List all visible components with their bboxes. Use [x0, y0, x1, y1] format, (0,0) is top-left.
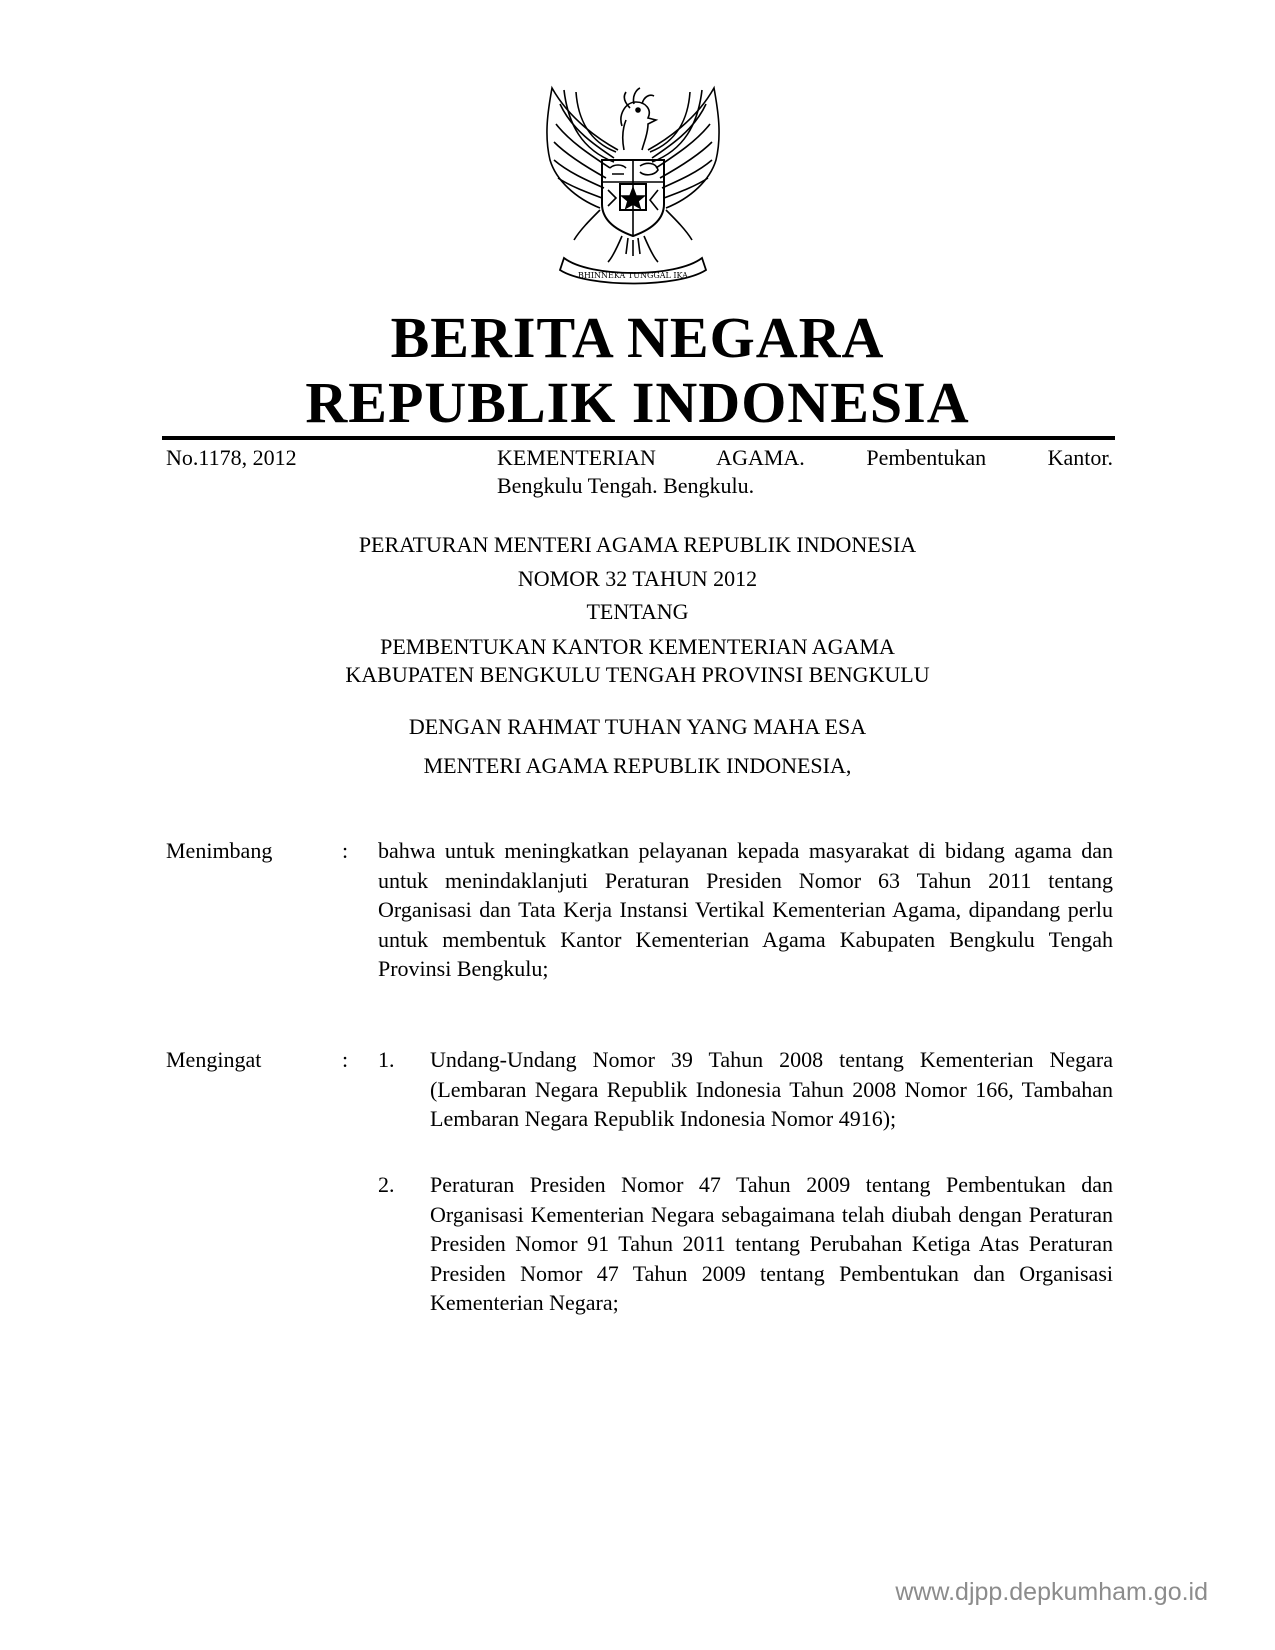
- gazette-number: No.1178, 2012: [166, 445, 297, 470]
- gazette-subject-line1: KEMENTERIAN AGAMA. Pembentukan Kantor.: [497, 445, 1113, 470]
- preamble-line2: MENTERI AGAMA REPUBLIK INDONESIA,: [423, 753, 852, 778]
- list-item-number: 1.: [378, 1047, 395, 1072]
- garuda-pancasila-emblem-icon: [530, 80, 736, 290]
- gazette-subject-line2: Bengkulu Tengah. Bengkulu.: [497, 473, 755, 498]
- masthead-title: BERITA NEGARA: [390, 305, 885, 370]
- list-item: Peraturan Presiden Nomor 47 Tahun 2009 tentang Pembentukan dan Organisasi Kementerian Negara sebagaimana telah diubah dengan Peraturan Presiden Nomor 91 Tahun 2011 tentang Perubahan Ketiga Atas Peraturan Presiden Nomor 47 Tahun 2009 tentang Pembentukan dan Organisasi Kementerian Negara;: [430, 1172, 1113, 1315]
- masthead-subtitle: REPUBLIK INDONESIA: [305, 370, 970, 435]
- gazette-subject: [497, 444, 1113, 500]
- list-item: Undang-Undang Nomor 39 Tahun 2008 tentang Kementerian Negara (Lembaran Negara Republik Indonesia Tahun 2008 Nomor 166, Tambahan Lembaran Negara Republik Indonesia Nomor 4916);: [430, 1047, 1113, 1131]
- menimbang-text: bahwa untuk meningkatkan pelayanan kepada masyarakat di bidang agama dan untuk menindaklanjuti Peraturan Presiden Nomor 63 Tahun 2011 tentang Organisasi dan Tata Kerja Instansi Vertikal Kementerian Agama, dipandang perlu untuk membentuk Kantor Kementerian Agama Kabupaten Bengkulu Tengah Provinsi Bengkulu;: [378, 838, 1113, 981]
- mengingat-label: Mengingat: [166, 1047, 262, 1072]
- preamble-line1: DENGAN RAHMAT TUHAN YANG MAHA ESA: [408, 714, 867, 739]
- regulation-title-line1: PERATURAN MENTERI AGAMA REPUBLIK INDONESIA: [358, 532, 917, 557]
- regulation-tentang: TENTANG: [586, 599, 689, 624]
- regulation-subject-line1: PEMBENTUKAN KANTOR KEMENTERIAN AGAMA: [380, 634, 895, 659]
- masthead-divider: [162, 436, 1115, 440]
- regulation-number: NOMOR 32 TAHUN 2012: [517, 566, 758, 591]
- mengingat-colon: :: [342, 1047, 349, 1072]
- regulation-subject-line2: KABUPATEN BENGKULU TENGAH PROVINSI BENGKULU: [345, 662, 930, 687]
- source-watermark: www.djpp.depkumham.go.id: [895, 1578, 1208, 1606]
- svg-text:BHINNEKA TUNGGAL IKA: BHINNEKA TUNGGAL IKA: [578, 271, 688, 280]
- list-item-number: 2.: [378, 1172, 395, 1197]
- menimbang-colon: :: [342, 838, 349, 863]
- menimbang-label: Menimbang: [166, 838, 273, 863]
